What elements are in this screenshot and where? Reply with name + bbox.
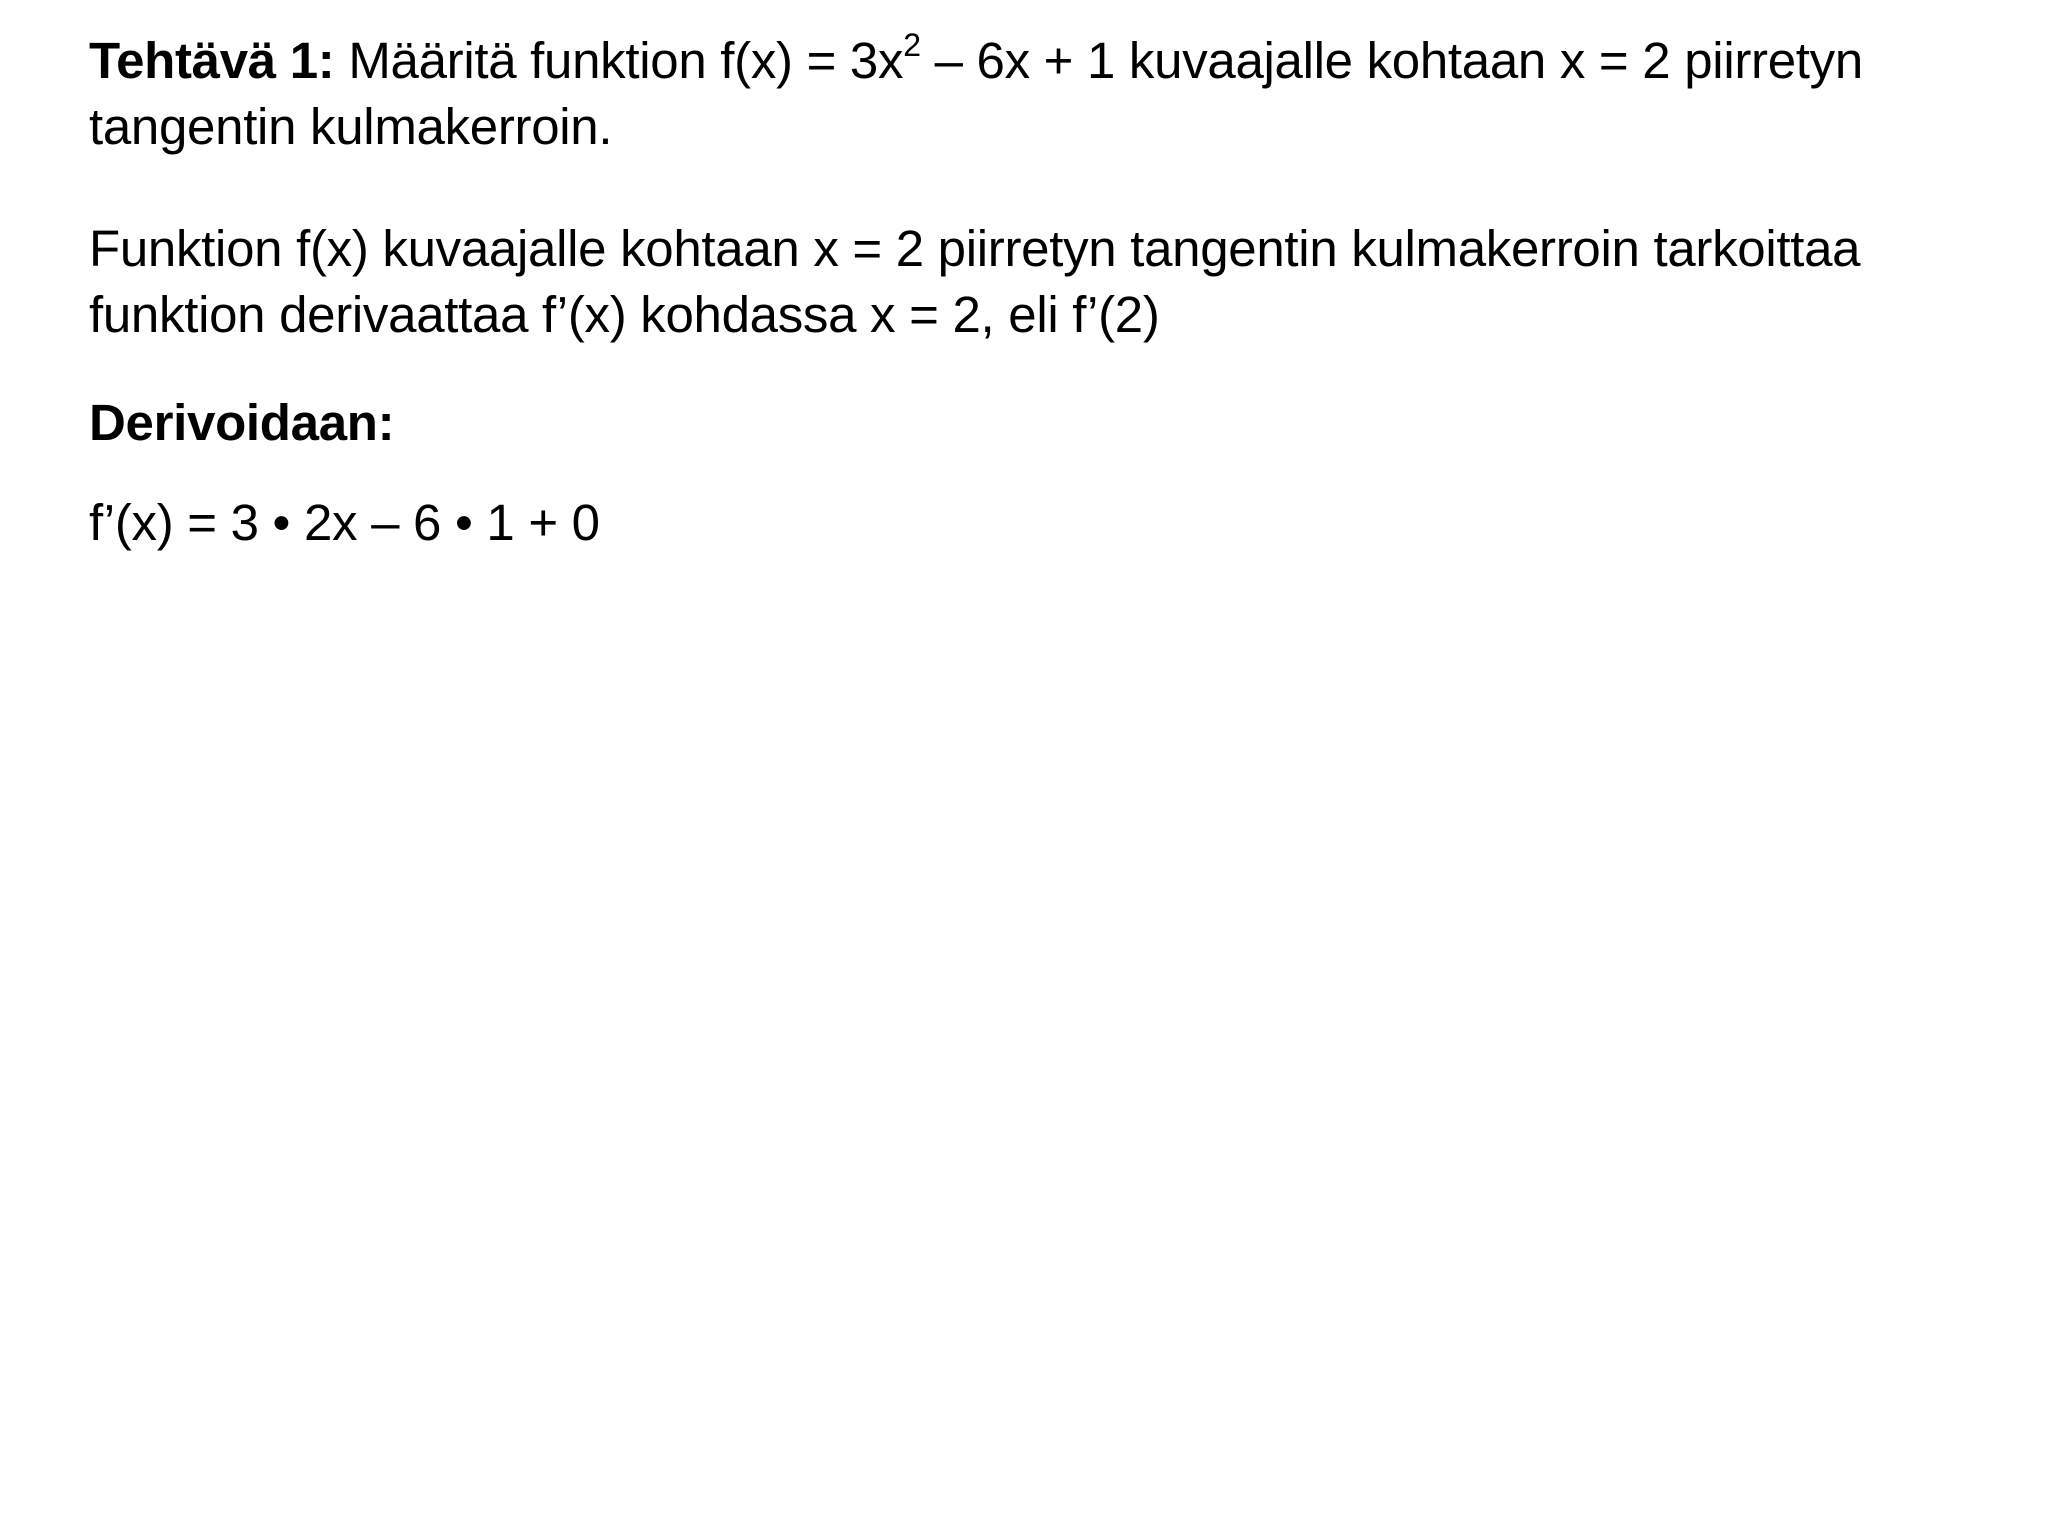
task-text-end: – 6x + 1 kuvaajalle kohtaan x = 2 piirretyn tangentin kulmakerroin. <box>89 32 1863 155</box>
task-text-start: Määritä funktion f(x) = 3x <box>334 32 904 89</box>
derivative-equation: f’(x) = 3 • 2x – 6 • 1 + 0 <box>89 494 600 551</box>
section-heading: Derivoidaan: <box>89 394 395 451</box>
explanation-paragraph: Funktion f(x) kuvaajalle kohtaan x = 2 piirretyn tangentin kulmakerroin tarkoittaa funktion derivaattaa f’(x) kohdassa x = 2, eli f’(2) <box>89 220 1861 343</box>
task-exponent: 2 <box>903 27 921 63</box>
task-statement <box>89 28 2019 160</box>
task-label: Tehtävä 1: <box>89 32 335 89</box>
